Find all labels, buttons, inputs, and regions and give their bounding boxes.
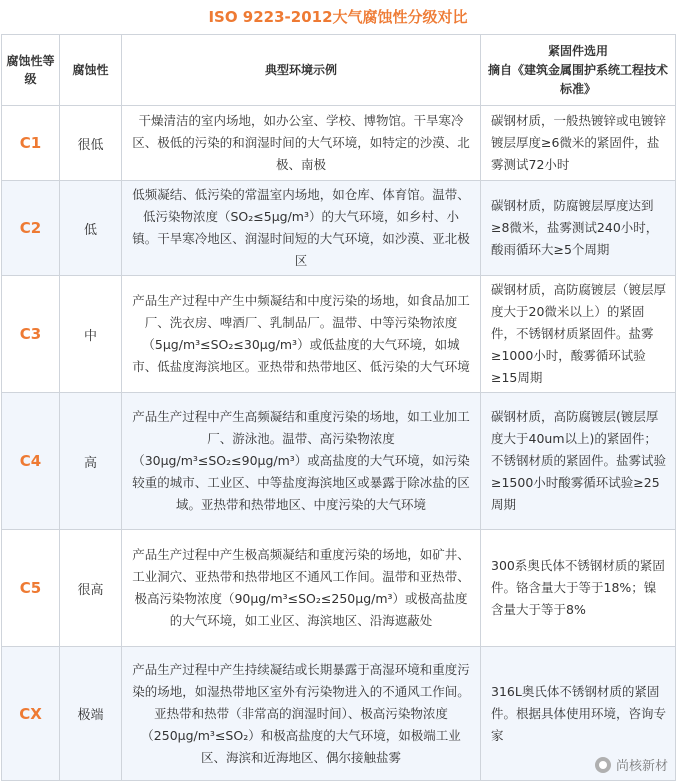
table-row [2,393,676,530]
environment-cell: 低频凝结、低污染的常温室内场地，如仓库、体育馆。温带、低污染物浓度（SO₂≤5μg/m³）的大气环境，如乡村、小镇。干旱寒冷地区、润湿时间短的大气环境，如沙漠、亚北极区 [122,181,481,276]
header-row [2,35,676,106]
environment-cell: 产品生产过程中产生持续凝结或长期暴露于高湿环境和重度污染的场地，如湿热带地区室外有污染物进入的不通风工作间。亚热带和热带（非常高的润湿时间）、极高污染物浓度（250μg/m³≤SO₂）和极高盐度的大气环境，如极端工业区、海滨和近海地区、偶尔接触盐雾 [122,647,481,781]
corrosivity-table [1,34,676,781]
level-cell: 低 [60,181,122,276]
table-row [2,106,676,181]
grade-cell: C5 [2,530,60,647]
fastener-cell: 316L奥氏体不锈钢材质的紧固件。根据具体使用环境，咨询专家 [481,647,676,781]
level-cell: 极端 [60,647,122,781]
table-row [2,276,676,393]
environment-cell: 产品生产过程中产生极高频凝结和重度污染的场地，如矿井、工业洞穴、亚热带和热带地区不通风工作间。温带和亚热带、极高污染物浓度（90μg/m³≤SO₂≤250μg/m³）或极高盐度的大气环境，如工业区、海滨地区、沿海遮蔽处 [122,530,481,647]
header-fastener-title: 紧固件选用 [547,43,608,58]
fastener-cell: 碳钢材质，高防腐镀层（镀层厚度大于20微米以上）的紧固件，不锈钢材质紧固件。盐雾≥1000小时，酸雾循环试验≥15周期 [481,276,676,393]
table-row [2,181,676,276]
wechat-icon [595,757,611,773]
environment-cell: 产品生产过程中产生高频凝结和重度污染的场地，如工业加工厂、游泳池。温带、高污染物浓度（30μg/m³≤SO₂≤90μg/m³）或高盐度的大气环境，如污染较重的城市、工业区、中等盐度海滨地区或暴露于除冰盐的区域。亚热带和热带地区、中度污染的大气环境 [122,393,481,530]
watermark [595,755,668,774]
header-fastener-source: 摘自《建筑金属围护系统工程技术标准》 [487,62,668,96]
fastener-cell: 碳钢材质，高防腐镀层(镀层厚度大于40um以上)的紧固件；不锈钢材质的紧固件。盐雾试验≥1500小时酸雾循环试验≥25周期 [481,393,676,530]
header-corrosivity: 腐蚀性 [60,35,122,106]
level-cell: 中 [60,276,122,393]
level-cell: 高 [60,393,122,530]
table-row [2,647,676,781]
watermark-text: 尚核新材 [615,759,668,774]
grade-cell: C3 [2,276,60,393]
grade-cell: C2 [2,181,60,276]
environment-cell: 产品生产过程中产生中频凝结和中度污染的场地，如食品加工厂、洗衣房、啤酒厂、乳制品厂。温带、中等污染物浓度（5μg/m³≤SO₂≤30μg/m³）或低盐度的大气环境，如城市、低盐度海滨地区。亚热带和热带地区、低污染的大气环境 [122,276,481,393]
grade-cell: C4 [2,393,60,530]
header-grade: 腐蚀性等级 [2,35,60,106]
environment-cell: 干燥清洁的室内场地，如办公室、学校、博物馆。干旱寒冷区、极低的污染的和润湿时间的大气环境，如特定的沙漠、北极、南极 [122,106,481,181]
grade-cell: C1 [2,106,60,181]
table-title: ISO 9223-2012大气腐蚀性分级对比 [208,8,468,26]
fastener-cell: 300系奥氏体不锈钢材质的紧固件。铬含量大于等于18%；镍含量大于等于8% [481,530,676,647]
level-cell: 很低 [60,106,122,181]
fastener-cell: 碳钢材质，防腐镀层厚度达到≥8微米，盐雾测试240小时，酸雨循环大≥5个周期 [481,181,676,276]
fastener-cell: 碳钢材质，一般热镀锌或电镀锌镀层厚度≥6微米的紧固件，盐雾测试72小时 [481,106,676,181]
header-environment: 典型环境示例 [122,35,481,106]
table-row [2,530,676,647]
level-cell: 很高 [60,530,122,647]
header-fastener [481,35,676,106]
grade-cell: CX [2,647,60,781]
